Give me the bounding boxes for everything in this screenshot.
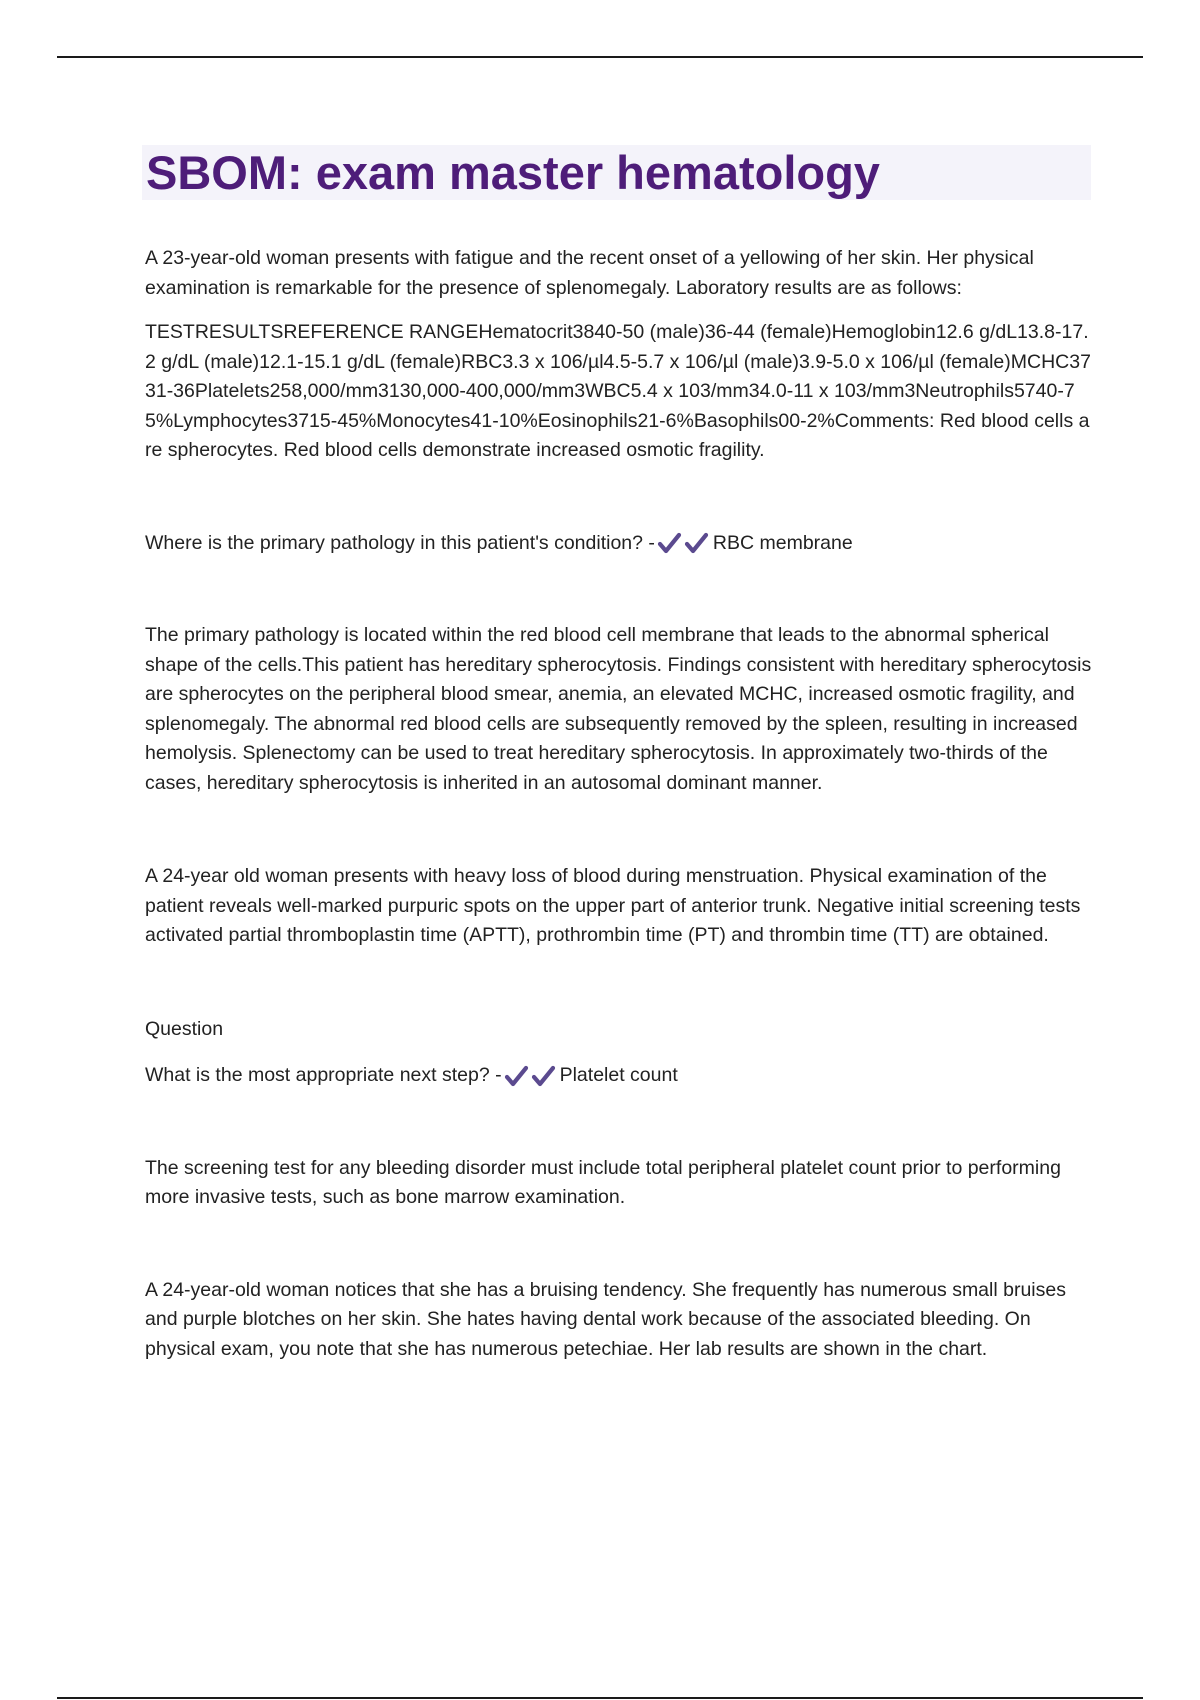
case3-intro: A 24-year-old woman notices that she has a bruising tendency. She frequently has numerous small bruises and purple blotches on her skin. She hates having dental work because of the associated bleeding. On physical exam, you note that she has numerous petechiae. Her lab results are shown in the chart. bbox=[145, 1278, 1066, 1360]
document-body bbox=[145, 244, 1095, 1364]
case1-intro: A 23-year-old woman presents with fatigue and the recent onset of a yellowing of her skin. Her physical examination is remarkable for the presence of splenomegaly. Laboratory results are as follows: bbox=[145, 247, 1034, 299]
case2-explanation: The screening test for any bleeding disorder must include total peripheral platelet count prior to performing more invasive tests, such as bone marrow examination. bbox=[145, 1156, 1061, 1208]
checkmark-icon bbox=[684, 532, 709, 554]
case1-lab-results: TESTRESULTSREFERENCE RANGEHematocrit3840-50 (male)36-44 (female)Hemoglobin12.6 g/dL13.8-17.2 g/dL (male)12.1-15.1 g/dL (female)RBC3.3 x 106/µl4.5-5.7 x 106/µl (male)3.9-5.0 x 106/µl (female)MCHC3731-36Platelets258,000/mm3130,000-400,000/mm3WBC5.4 x 103/mm34.0-11 x 103/mm3Neutrophils5740-75%Lymphocytes3715-45%Monocytes41-10%Eosinophils21-6%Basophils00-2%Comments: Red blood cells are spherocytes. Red blood cells demonstrate increased osmotic fragility. bbox=[145, 321, 1091, 461]
case1-explanation: The primary pathology is located within the red blood cell membrane that leads to the abnormal spherical shape of the cells.This patient has hereditary spherocytosis. Findings consistent with hereditary spherocytosis are spherocytes on the peripheral blood smear, anemia, an elevated MCHC, increased osmotic fragility, and splenomegaly. The abnormal red blood cells are subsequently removed by the spleen, resulting in increased hemolysis. Splenectomy can be used to treat hereditary spherocytosis. In approximately two-thirds of the cases, hereditary spherocytosis is inherited in an autosomal dominant manner. bbox=[145, 624, 1092, 794]
case2-question: What is the most appropriate next step? - bbox=[145, 1064, 502, 1086]
document-title: SBOM: exam master hematology bbox=[146, 146, 880, 199]
case1-question-answer bbox=[145, 529, 1095, 559]
case2-question-answer bbox=[145, 1061, 1095, 1091]
checkmark-icon bbox=[504, 1065, 529, 1087]
checkmark-icon bbox=[657, 532, 682, 554]
top-rule bbox=[57, 56, 1143, 58]
bottom-rule bbox=[57, 1697, 1143, 1699]
case2-intro: A 24-year old woman presents with heavy loss of blood during menstruation. Physical examination of the patient reveals well-marked purpuric spots on the upper part of anterior trunk. Negative initial screening tests activated partial thromboplastin time (APTT), prothrombin time (PT) and thrombin time (TT) are obtained. bbox=[145, 865, 1081, 946]
case2-answer: Platelet count bbox=[559, 1064, 678, 1086]
case2-question-label: Question bbox=[145, 1017, 224, 1040]
checkmark-icon bbox=[531, 1065, 556, 1087]
case1-answer: RBC membrane bbox=[712, 531, 853, 554]
case1-question: Where is the primary pathology in this patient's condition? - bbox=[145, 531, 655, 554]
